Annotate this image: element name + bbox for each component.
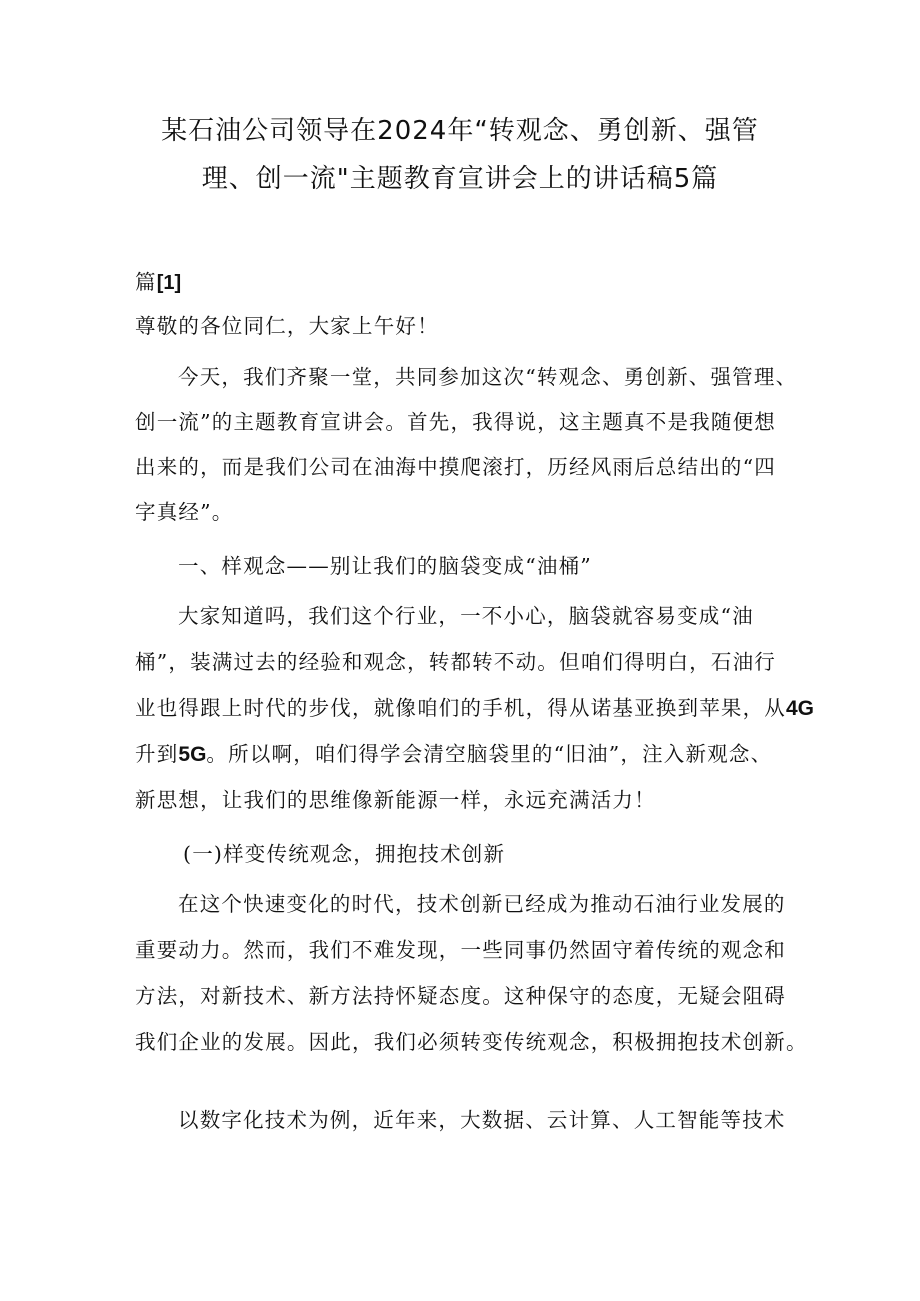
- text-segment: 业也得跟上时代的步伐，就像咱们的手机，得从诺基亚换到苹果，从: [135, 696, 786, 720]
- title-line-1: 某石油公司领导在2024年“转观念、勇创新、强管: [161, 116, 759, 146]
- section-heading: 一、样观念——别让我们的脑袋变成“油桶”: [178, 554, 592, 578]
- subsection-heading: (一)样变传统观念，拥抱技术创新: [183, 842, 506, 866]
- text-segment: 升到: [135, 742, 179, 766]
- document-title: [120, 107, 800, 203]
- paragraph-line: 桶”，装满过去的经验和观念，转都转不动。但咱们得明白，石油行: [135, 650, 776, 674]
- paragraph-line: 出来的，而是我们公司在油海中摸爬滚打，历经风雨后总结出的“四: [135, 455, 776, 479]
- bold-term: 5G: [178, 743, 207, 766]
- section-label: [135, 268, 181, 297]
- paragraph-line: 以数字化技术为例，近年来，大数据、云计算、人工智能等技术: [178, 1108, 786, 1132]
- paragraph-line: [135, 740, 772, 769]
- paragraph-line: 新思想，让我们的思维像新能源一样，永远充满活力！: [135, 788, 656, 812]
- paragraph-line: 创一流”的主题教育宣讲会。首先，我得说，这主题真不是我随便想: [135, 410, 776, 434]
- section-label-prefix: 篇: [135, 270, 157, 294]
- text-segment: 。所以啊，咱们得学会清空脑袋里的“旧油”，注入新观念、: [206, 742, 773, 766]
- title-line-2: 理、创一流"主题教育宣讲会上的讲话稿5篇: [201, 164, 719, 194]
- paragraph-line: 字真经”。: [135, 500, 234, 524]
- greeting-line: 尊敬的各位同仁，大家上午好！: [135, 314, 439, 338]
- paragraph-line: 重要动力。然而，我们不难发现，一些同事仍然固守着传统的观念和: [135, 938, 786, 962]
- paragraph-line: 今天，我们齐聚一堂，共同参加这次“转观念、勇创新、强管理、: [178, 365, 798, 389]
- paragraph-line: [135, 694, 814, 723]
- paragraph-line: 我们企业的发展。因此，我们必须转变传统观念，积极拥抱技术创新。: [135, 1030, 808, 1054]
- paragraph-line: 在这个快速变化的时代，技术创新已经成为推动石油行业发展的: [178, 892, 786, 916]
- bold-term: 4G: [786, 697, 815, 720]
- section-label-number: [1]: [156, 272, 182, 294]
- paragraph-line: 大家知道吗，我们这个行业，一不小心，脑袋就容易变成“油: [178, 604, 754, 628]
- paragraph-line: 方法，对新技术、新方法持怀疑态度。这种保守的态度，无疑会阻碍: [135, 984, 786, 1008]
